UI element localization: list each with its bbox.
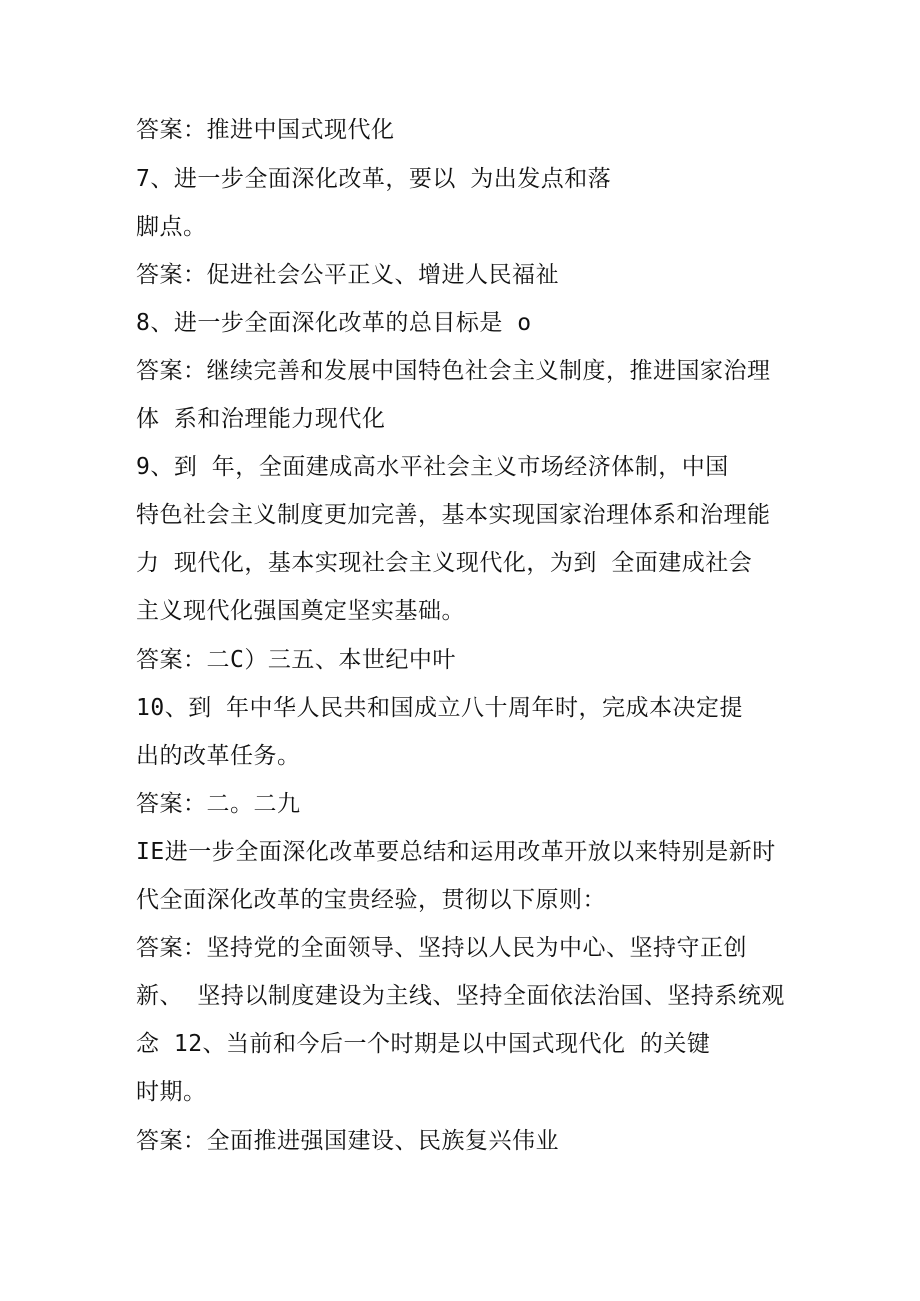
question-7-line-1: 7、进一步全面深化改革，要以 为出发点和落 <box>136 166 612 192</box>
answer-12: 答案：全面推进强国建设、民族复兴伟业 <box>136 1128 559 1154</box>
answer-line: 答案：推进中国式现代化 <box>136 117 395 143</box>
question-7-line-2: 脚点。 <box>136 214 207 240</box>
question-12-line-1: 念 12、当前和今后一个时期是以中国式现代化 的关键 <box>136 1031 711 1057</box>
answer-7: 答案：促进社会公平正义、增进人民福祉 <box>136 262 559 288</box>
question-9-line-1: 9、到 年，全面建成高水平社会主义市场经济体制，中国 <box>136 454 729 480</box>
question-9-line-4: 主义现代化强国奠定坚实基础。 <box>136 598 465 624</box>
answer-8-line-1: 答案：继续完善和发展中国特色社会主义制度，推进国家治理 <box>136 358 771 384</box>
question-11-line-1: IE进一步全面深化改革要总结和运用改革开放以来特别是新时 <box>136 839 776 865</box>
answer-9: 答案：二C）三五、本世纪中叶 <box>136 647 456 673</box>
question-10-line-1: 10、到 年中华人民共和国成立八十周年时，完成本决定提 <box>136 695 744 721</box>
question-9-line-3: 力 现代化，基本实现社会主义现代化，为到 全面建成社会 <box>136 550 753 576</box>
answer-10: 答案：二。二九 <box>136 791 301 817</box>
answer-11-line-1: 答案：坚持党的全面领导、坚持以人民为中心、坚持守正创 <box>136 935 747 961</box>
answer-8-line-2: 体 系和治理能力现代化 <box>136 406 386 432</box>
question-10-line-2: 出的改革任务。 <box>136 743 301 769</box>
question-12-line-2: 时期。 <box>136 1079 207 1105</box>
question-8: 8、进一步全面深化改革的总目标是 o <box>136 310 532 336</box>
question-9-line-2: 特色社会主义制度更加完善，基本实现国家治理体系和治理能 <box>136 502 771 528</box>
question-11-line-2: 代全面深化改革的宝贵经验，贯彻以下原则： <box>136 887 606 913</box>
answer-11-line-2: 新、 坚持以制度建设为主线、坚持全面依法治国、坚持系统观 <box>136 983 785 1009</box>
